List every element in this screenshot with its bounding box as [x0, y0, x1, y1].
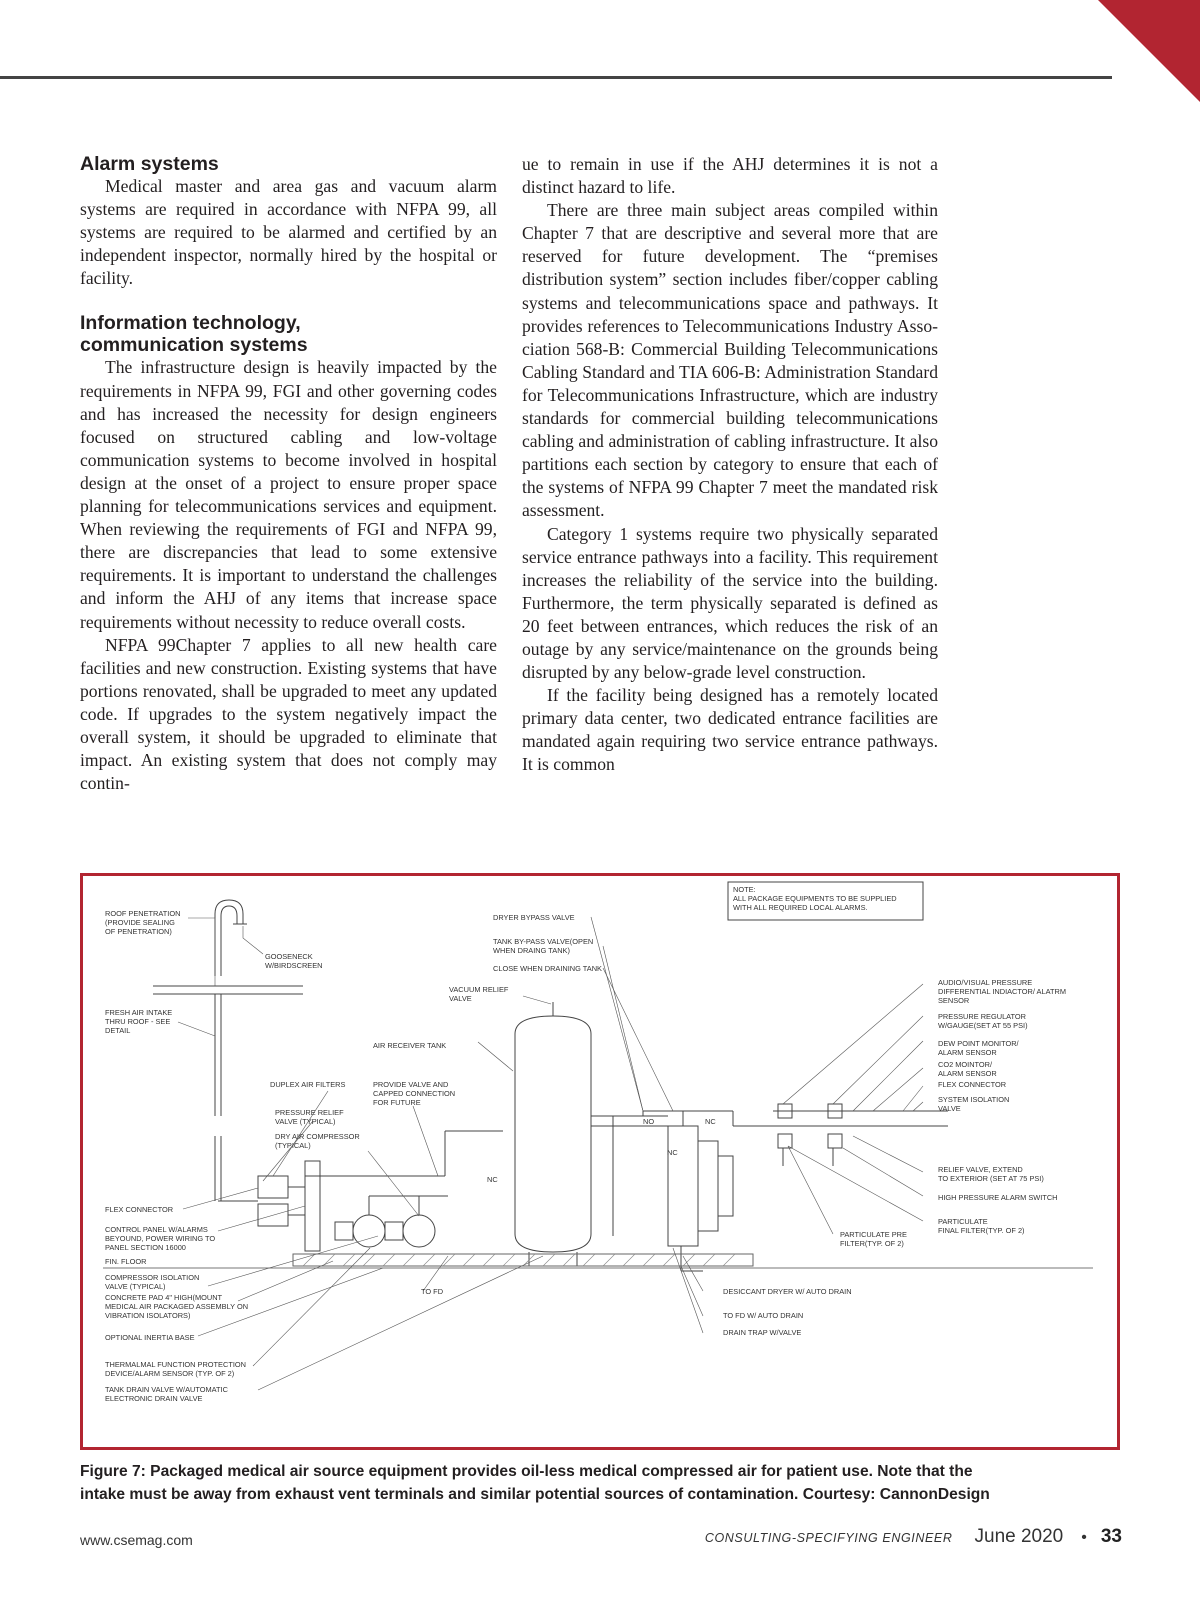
diagram-label: (TYPICAL)	[275, 1141, 311, 1150]
diagram-label-nc: NC	[667, 1148, 678, 1157]
diagram-label: FOR FUTURE	[373, 1098, 421, 1107]
diagram-label: DETAIL	[105, 1026, 131, 1035]
diagram-label-particulate-final	[938, 1217, 1025, 1235]
paragraph: Category 1 systems require two physically separated service entrance pathways into a facility. This requirement increases the reliability of the service into the building. Furthermore, the term physically separated is defined as 20 feet between entrances, which reduces the risk of an outage by any service/maintenance on the grounds being disrupted by any below-grade level construction.	[522, 523, 938, 683]
diagram-label-air-receiver: AIR RECEIVER TANK	[373, 1041, 447, 1050]
diagram-label-drain-trap: DRAIN TRAP W/VALVE	[723, 1328, 802, 1337]
header-rule	[0, 76, 1112, 79]
diagram-label: CAPPED CONNECTION	[373, 1089, 456, 1098]
figure-caption	[80, 1460, 1130, 1506]
figure-diagram	[80, 873, 1120, 1450]
diagram-label-close-draining: CLOSE WHEN DRAINING TANK	[493, 964, 602, 973]
diagram-label: AUDIO/VISUAL PRESSURE	[938, 978, 1033, 987]
diagram-label: ROOF PENETRATION	[105, 909, 181, 918]
page-footer	[705, 1526, 1122, 1548]
paragraph: If the facility being designed has a remotely located primary data center, two dedicated entrance facilities are mandated again requiring two service entrance pathways. It is common	[522, 685, 938, 775]
diagram-label-compressor-isolation	[105, 1273, 199, 1291]
diagram-label-fin-floor: FIN. FLOOR	[105, 1257, 147, 1266]
diagram-label: VACUUM RELIEF	[449, 985, 509, 994]
diagram-label-inertia-base: OPTIONAL INERTIA BASE	[105, 1333, 195, 1342]
diagram-label: ALARM SENSOR	[938, 1069, 997, 1078]
diagram-note	[733, 885, 897, 912]
diagram-label: W/GAUGE(SET AT 55 PSI)	[938, 1021, 1028, 1030]
diagram-label-system-isolation	[938, 1095, 1009, 1113]
publication-name: CONSULTING-SPECIFYING ENGINEER	[704, 1531, 953, 1545]
diagram-label: PROVIDE VALVE AND	[373, 1080, 449, 1089]
diagram-label-no: NO	[643, 1117, 655, 1126]
diagram-label: VALVE	[449, 994, 472, 1003]
diagram-label: ELECTRONIC DRAIN VALVE	[105, 1394, 203, 1403]
heading-alarm-systems: Alarm systems	[80, 153, 219, 175]
heading-line: communication systems	[80, 334, 308, 357]
diagram-label: TANK BY-PASS VALVE(OPEN	[493, 937, 594, 946]
issue-date: June 2020	[974, 1526, 1064, 1547]
diagram-label-nc: NC	[705, 1117, 716, 1126]
paragraph: There are three main subject areas compiled within Chapter 7 that are descriptive and several more that are reserved for future development. The “premises distribution system” section includes fiber/copper cabling systems and telecommunications space and pathways. It provides references to Telecommunications Industry Association 568-B: Commercial Building Telecommunications Cabling Standard and TIA 606-B: Administration Standard for Telecommunications Infrastructure, which are industry standards for commercial building telecommunications cabling and administration of cabling infrastructure. It also partitions each section by category to ensure that each of the systems of NFPA 99 Chapter 7 meet the mandated risk assessment.	[522, 200, 938, 521]
diagram-label: THERMALMAL FUNCTION PROTECTION	[105, 1360, 246, 1369]
diagram-label: SENSOR	[938, 996, 970, 1005]
paragraph: NFPA 99Chapter 7 applies to all new health care facilities and new construction. Existing systems that have portions renovated, shall be upgraded to meet any updated code. If upgrades to the system negatively impact the overall system, it should be upgraded to eliminate that impact. An existing system that does not comply may contin-	[80, 634, 497, 794]
diagram-label: DIFFERENTIAL INDIACTOR/ ALATRM	[938, 987, 1066, 996]
heading-it-systems	[80, 312, 497, 356]
diagram-label: PARTICULATE PRE	[840, 1230, 907, 1239]
paragraph: Medical master and area gas and vacuum alarm systems are required in accordance with NFPA 99, all systems are required to be alarmed and certified by an independent inspector, normally hired by the hospital or facility.	[80, 176, 497, 289]
diagram-label-tank-drain	[105, 1385, 229, 1403]
diagram-label-relief-valve	[938, 1165, 1044, 1183]
diagram-label-co2-monitor	[938, 1060, 997, 1078]
diagram-label-roof-penetration	[105, 909, 180, 936]
corner-accent	[1070, 0, 1200, 130]
diagram-label: THRU ROOF - SEE	[105, 1017, 171, 1026]
diagram-label: PRESSURE REGULATOR	[938, 1012, 1027, 1021]
diagram-label: WHEN DRAING TANK)	[493, 946, 570, 955]
diagram-label: W/BIRDSCREEN	[265, 961, 323, 970]
diagram-label: FINAL FILTER(TYP. OF 2)	[938, 1226, 1025, 1235]
caption-line: intake must be away from exhaust vent terminals and similar potential sources of contamination. Courtesy: CannonDesign	[80, 1486, 990, 1503]
diagram-label: (PROVIDE SEALING	[105, 918, 175, 927]
diagram-label: DEW POINT MONITOR/	[938, 1039, 1019, 1048]
heading-line: Information technology,	[80, 312, 301, 335]
diagram-label-dry-compressor	[275, 1132, 360, 1150]
diagram-label: VALVE (TYPICAL)	[275, 1117, 336, 1126]
diagram-label: CO2 MOINTOR/	[938, 1060, 993, 1069]
diagram-label: PANEL SECTION 16000	[105, 1243, 186, 1252]
diagram-label: DEVICE/ALARM SENSOR (TYP. OF 2)	[105, 1369, 235, 1378]
diagram-label-fresh-air	[105, 1008, 172, 1035]
diagram-label: MEDICAL AIR PACKAGED ASSEMBLY ON	[105, 1302, 249, 1311]
right-column	[522, 153, 938, 777]
diagram-label: COMPRESSOR ISOLATION	[105, 1273, 200, 1282]
diagram-label: FILTER(TYP. OF 2)	[840, 1239, 904, 1248]
diagram-label: CONTROL PANEL W/ALARMS	[105, 1225, 208, 1234]
diagram-label: ALARM SENSOR	[938, 1048, 997, 1057]
website-link[interactable]: www.csemag.com	[80, 1532, 193, 1548]
diagram-label-dew-point	[938, 1039, 1020, 1057]
separator-bullet: •	[1081, 1529, 1087, 1546]
diagram-label: PRESSURE RELIEF	[275, 1108, 344, 1117]
diagram-label-flex-connector-right: FLEX CONNECTOR	[938, 1080, 1007, 1089]
diagram-label: PARTICULATE	[938, 1217, 988, 1226]
paragraph: The infrastructure design is heavily impacted by the requirements in NFPA 99, FGI and other governing codes and has increased the necessity for design engineers focused on structured cabling and low-voltage communication systems to become involved in hospital design at the onset of a project to ensure proper space planning for telecommunications services and equipment. When reviewing the requirements of FGI and NFPA 99, there are discrepancies that lead to some extensive requirements. It is important to understand the challenges and inform the AHJ of any items that increase space requirements without necessity to reduce overall costs.	[80, 357, 497, 632]
diagram-label-gooseneck	[265, 952, 323, 970]
diagram-label-control-panel	[105, 1225, 215, 1252]
diagram-label-to-fd: TO FD	[421, 1287, 444, 1296]
diagram-label-provide-valve	[373, 1080, 455, 1107]
diagram-label-tank-bypass	[493, 937, 593, 955]
diagram-label: DRY AIR COMPRESSOR	[275, 1132, 360, 1141]
diagram-label: VALVE	[938, 1104, 961, 1113]
diagram-label-nc: NC	[487, 1175, 498, 1184]
diagram-label-pressure-relief	[275, 1108, 344, 1126]
diagram-label: FRESH AIR INTAKE	[105, 1008, 173, 1017]
paragraph: ue to remain in use if the AHJ determines it is not a distinct hazard to life.	[522, 154, 938, 198]
diagram-label: OF PENETRATION)	[105, 927, 172, 936]
diagram-label: WITH ALL REQUIRED LOCAL ALARMS.	[733, 903, 868, 912]
diagram-label-audio-visual	[938, 978, 1066, 1005]
diagram-label-duplex-filters: DUPLEX AIR FILTERS	[270, 1080, 346, 1089]
medical-air-schematic	[83, 876, 1117, 1447]
diagram-label: VALVE (TYPICAL)	[105, 1282, 166, 1291]
diagram-label: NOTE:	[733, 885, 756, 894]
diagram-label-flex-connector: FLEX CONNECTOR	[105, 1205, 174, 1214]
diagram-label-dryer-bypass: DRYER BYPASS VALVE	[493, 913, 575, 922]
diagram-label-particulate-pre	[840, 1230, 907, 1248]
diagram-label-pressure-regulator	[938, 1012, 1028, 1030]
left-column	[80, 153, 497, 795]
diagram-label: VIBRATION ISOLATORS)	[105, 1311, 191, 1320]
diagram-label-desiccant: DESICCANT DRYER W/ AUTO DRAIN	[723, 1287, 852, 1296]
diagram-label: SYSTEM ISOLATION	[938, 1095, 1010, 1104]
diagram-label-concrete-pad	[105, 1293, 248, 1320]
diagram-label-to-fd-auto: TO FD W/ AUTO DRAIN	[723, 1311, 804, 1320]
diagram-label: CONCRETE PAD 4" HIGH(MOUNT	[105, 1293, 223, 1302]
diagram-label: TANK DRAIN VALVE W/AUTOMATIC	[105, 1385, 228, 1394]
diagram-label: ALL PACKAGE EQUIPMENTS TO BE SUPPLIED	[733, 894, 897, 903]
diagram-label: BEYOUND, POWER WIRING TO	[105, 1234, 216, 1243]
diagram-label-high-pressure: HIGH PRESSURE ALARM SWITCH	[938, 1193, 1058, 1202]
diagram-label: TO EXTERIOR (SET AT 75 PSI)	[938, 1174, 1044, 1183]
diagram-label-thermal	[105, 1360, 246, 1378]
diagram-label: GOOSENECK	[265, 952, 313, 961]
diagram-label-vacuum-relief	[449, 985, 509, 1003]
caption-line: Figure 7: Packaged medical air source equipment provides oil-less medical compressed air for patient use. Note that the	[80, 1463, 973, 1480]
page-number: 33	[1100, 1526, 1122, 1547]
diagram-label: RELIEF VALVE, EXTEND	[938, 1165, 1023, 1174]
